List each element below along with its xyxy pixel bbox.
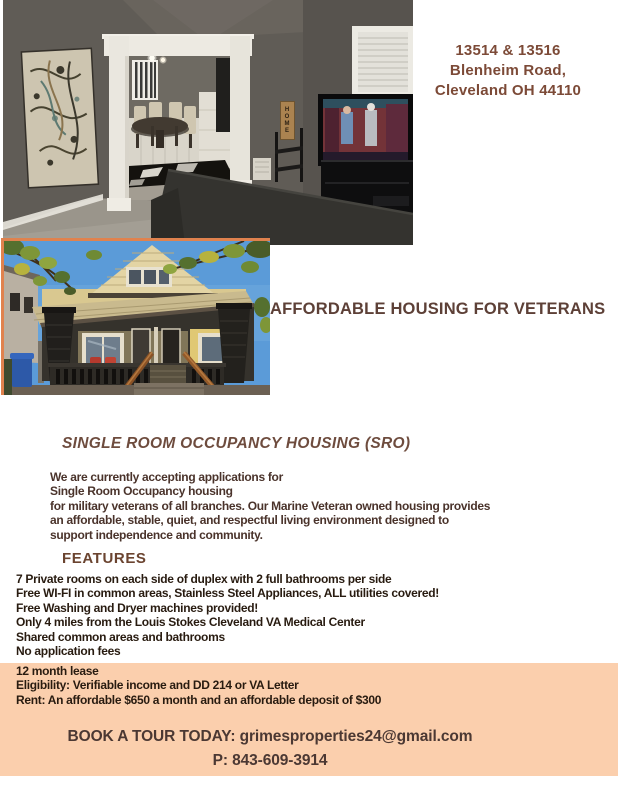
address-line: Cleveland OH 44110 <box>434 82 582 99</box>
contact-block <box>0 728 540 770</box>
home-sign: HOME <box>280 101 295 140</box>
term-item: Eligibility: Verifiable income and DD 214 or VA Letter <box>16 678 299 693</box>
term-item: 12 month lease <box>16 664 99 678</box>
feature-item: No application fees <box>16 644 121 659</box>
house-exterior-photo <box>1 238 270 395</box>
book-tour-line: BOOK A TOUR TODAY: grimesproperties24@gmail.com <box>67 728 473 745</box>
address-line: 13514 & 13516 <box>455 42 561 59</box>
intro-paragraph <box>50 470 490 542</box>
intro-line: an affordable, stable, quiet, and respectful living environment designed to <box>50 513 449 528</box>
living-room-photo <box>3 0 413 245</box>
feature-item: Shared common areas and bathrooms <box>16 629 225 644</box>
sro-subheadline: SINGLE ROOM OCCUPANCY HOUSING (SRO) <box>62 435 411 452</box>
terms-list <box>16 664 381 707</box>
phone-line: P: 843-609-3914 <box>212 752 328 769</box>
house-exterior-photo-graphic <box>4 241 270 395</box>
property-address <box>420 41 596 101</box>
living-room-photo-graphic <box>3 0 413 245</box>
intro-line: support independence and community. <box>50 527 263 542</box>
main-headline: AFFORDABLE HOUSING FOR VETERANS <box>270 300 606 318</box>
intro-line: Single Room Occupancy housing <box>50 484 233 499</box>
feature-item: Only 4 miles from the Louis Stokes Cleveland VA Medical Center <box>16 615 365 630</box>
feature-item: Free Washing and Dryer machines provided! <box>16 600 258 615</box>
features-title: FEATURES <box>62 550 147 567</box>
features-list <box>16 572 439 658</box>
address-line: Blenheim Road, <box>449 62 567 79</box>
feature-item: Free WI-FI in common areas, Stainless Steel Appliances, ALL utilities covered! <box>16 586 439 601</box>
feature-item: 7 Private rooms on each side of duplex with 2 full bathrooms per side <box>16 572 392 586</box>
term-item: Rent: An affordable $650 a month and an affordable deposit of $300 <box>16 692 382 707</box>
intro-line: We are currently accepting applications for <box>50 470 283 484</box>
intro-line: for military veterans of all branches. Our Marine Veteran owned housing provides <box>50 498 491 513</box>
